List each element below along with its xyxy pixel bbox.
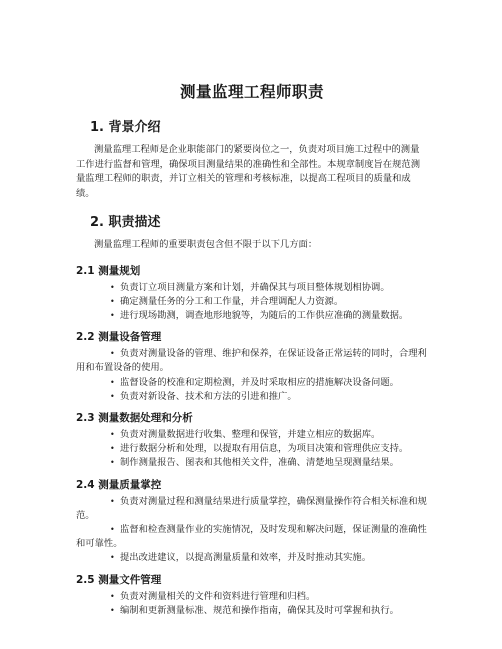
bullet-icon: •	[110, 282, 115, 292]
list-item: • 监督设备的校准和定期检测，并及时采取相应的措施解决设备问题。	[76, 376, 428, 390]
bullet-icon: •	[110, 444, 115, 454]
bullet-list	[76, 347, 428, 404]
list-item: • 负责对新设备、技术和方法的引进和推广。	[76, 390, 428, 404]
list-item: • 负责订立项目测量方案和计划，并确保其与项目整体规划相协调。	[76, 281, 428, 295]
bullet-icon: •	[110, 429, 115, 439]
section-duties	[76, 211, 428, 253]
list-item: • 提出改进建议，以提高测量质量和效率，并及时推动其实施。	[76, 551, 428, 565]
list-item: • 负责对测量过程和测量结果进行质量掌控，确保测量操作符合相关标准和规范。	[76, 495, 427, 521]
subsection-heading: 2.4 测量质量掌控	[76, 478, 162, 491]
subsection-document-management	[76, 572, 428, 618]
section-paragraph: 测量监理工程师的重要职责包含但不限于以下几方面：	[94, 239, 318, 250]
subsection-survey-planning	[76, 263, 428, 324]
section-paragraph: 测量监理工程师是企业职能部门的紧要岗位之一，负责对项目施工过程中的测量工作进行监督和管理，确保项目测量结果的准确性和全部性。本规章制度旨在规范测量监理工程师的职责，并订立相关的管理和考核标准，以提高工程项目的质量和成绩。	[76, 144, 420, 199]
subsection-quality-control	[76, 477, 428, 566]
bullet-icon: •	[110, 377, 115, 387]
bullet-icon: •	[110, 310, 115, 320]
list-item: • 负责对测量相关的文件和资料进行管理和归档。	[76, 590, 428, 604]
bullet-list	[76, 495, 428, 566]
subsection-heading: 2.5 测量文件管理	[76, 573, 162, 586]
list-item: • 进行现场勘测，调查地形地貌等，为随后的工作供应准确的测量数据。	[76, 309, 428, 323]
bullet-icon: •	[110, 605, 115, 615]
section-heading: 1. 背景介绍	[90, 120, 161, 135]
list-item: • 监督和检查测量作业的实施情况，及时发现和解决问题，保证测量的准确性和可靠性。	[76, 523, 427, 550]
list-item: • 确定测量任务的分工和工作量，并合理调配人力资源。	[76, 295, 428, 309]
list-item: • 进行数据分析和处理，以提取有用信息，为项目决策和管理供应支持。	[76, 442, 428, 456]
subsection-data-processing	[76, 410, 428, 471]
subsection-equipment	[76, 329, 428, 404]
bullet-icon: •	[110, 391, 115, 401]
bullet-list	[76, 428, 428, 471]
bullet-icon: •	[110, 553, 115, 563]
subsection-heading: 2.3 测量数据处理和分析	[76, 411, 193, 424]
section-heading: 2. 职责描述	[90, 215, 161, 230]
bullet-icon: •	[110, 524, 115, 534]
list-item: • 制作测量报告、图表和其他相关文件，准确、清楚地呈现测量结果。	[76, 456, 428, 470]
subsection-heading: 2.1 测量规划	[76, 264, 141, 277]
bullet-icon: •	[110, 496, 115, 506]
bullet-icon: •	[110, 296, 115, 306]
bullet-icon: •	[110, 591, 115, 601]
bullet-icon: •	[110, 458, 115, 468]
bullet-list	[76, 590, 428, 618]
bullet-list	[76, 281, 428, 324]
list-item: • 负责对测量设备的管理、维护和保养，在保证设备正常运转的同时，合理利用和布置设备的使用。	[76, 348, 427, 374]
section-background	[76, 116, 428, 201]
list-item: • 编制和更新测量标准、规范和操作指南，确保其及时可掌握和执行。	[76, 604, 428, 618]
subsection-heading: 2.2 测量设备管理	[76, 331, 162, 344]
list-item: • 负责对测量数据进行收集、整理和保管，并建立相应的数据库。	[76, 428, 428, 442]
bullet-icon: •	[110, 349, 115, 359]
document-title: 测量监理工程师职责	[179, 83, 324, 101]
